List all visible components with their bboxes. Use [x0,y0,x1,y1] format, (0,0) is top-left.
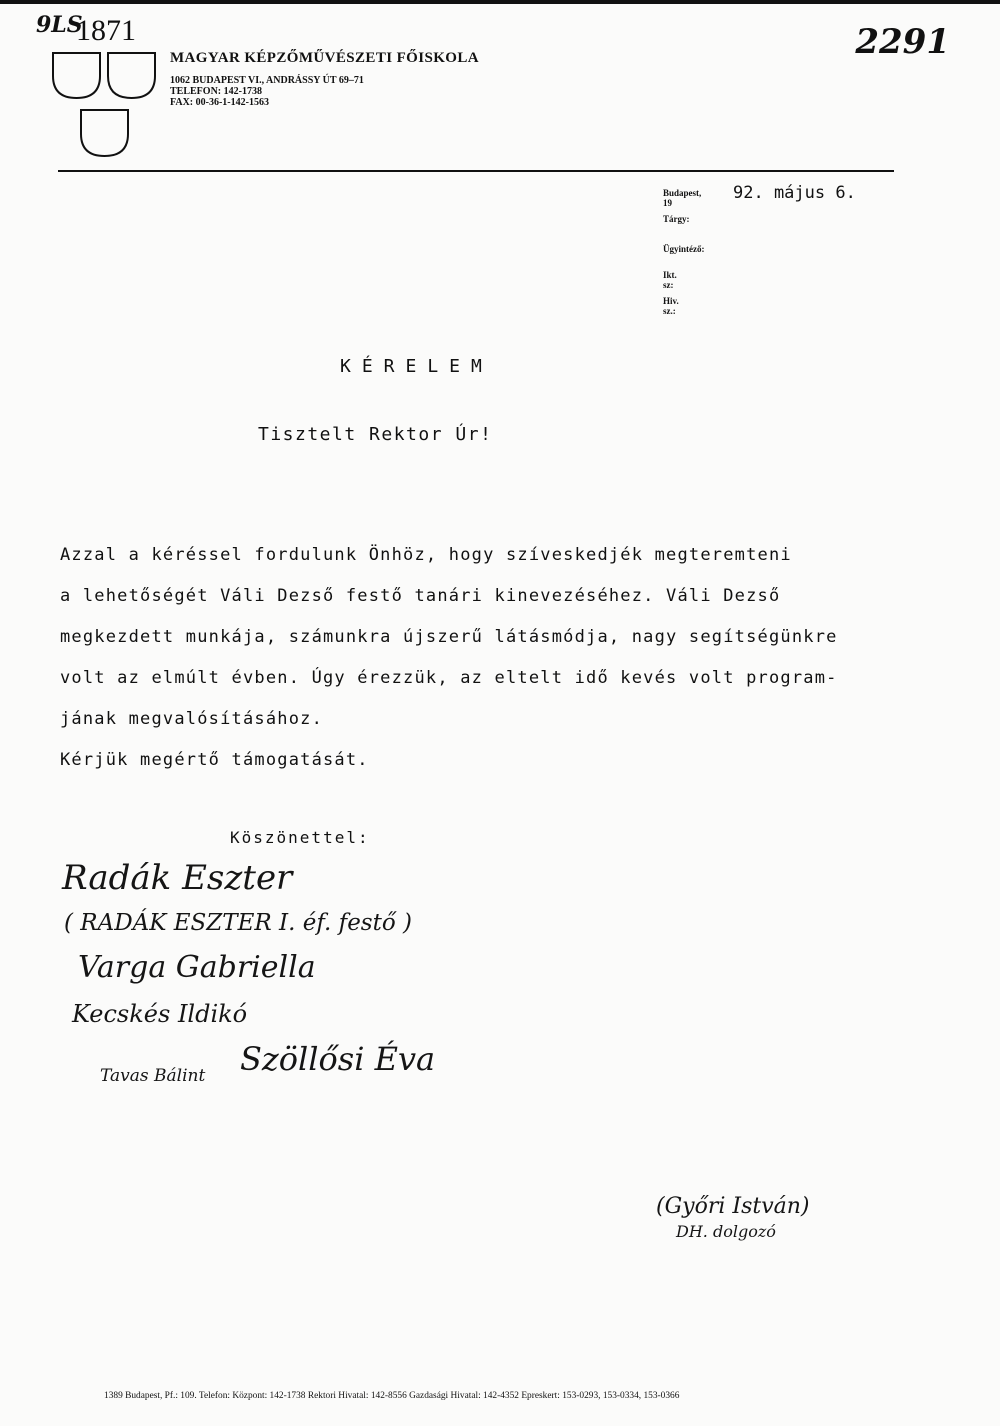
signature-kecskes: Kecskés Ildikó [72,1000,248,1028]
footer-contact: 1389 Budapest, Pf.: 109. Telefon: Központ: 142-1738 Rektori Hivatal: 142-8556 Gazdasági Hivatal: 142-4352 Epreskert: 153-0293, 153-0334, 153-0366 [104,1391,680,1401]
signature-gyori: (Győri István) [656,1194,810,1219]
salutation: Tisztelt Rektor Úr! [258,424,493,445]
institution-fax: FAX: 00-36-1-142-1563 [170,97,269,108]
handler-label: Ügyintéző: [663,244,705,254]
institution-phone: TELEFON: 142-1738 [170,86,262,97]
signature-varga: Varga Gabriella [78,950,316,985]
signature-radak-printed: ( RADÁK ESZTER I. éf. festő ) [64,910,412,936]
reference-number-label: Hiv. sz.: [663,296,679,316]
filing-number-label: Ikt. sz: [663,270,677,290]
body-line: jának megvalósításához. [60,709,324,729]
institution-address: 1062 BUDAPEST VI., ANDRÁSSY ÚT 69–71 [170,75,364,86]
letterhead-divider [58,170,894,172]
institution-block [170,50,479,108]
institution-name: MAGYAR KÉPZŐMŰVÉSZETI FŐISKOLA [170,50,479,66]
scan-top-edge [0,0,1000,4]
letter-body [60,535,940,781]
signature-radak: Radák Eszter [62,858,293,898]
closing: Köszönettel: [230,828,370,847]
signature-tavas: Tavas Bálint [100,1066,206,1086]
body-line: Azzal a kéréssel fordulunk Önhöz, hogy szíveskedjék megteremteni [60,545,792,565]
letter-date: 92. május 6. [733,183,856,203]
body-line: Kérjük megértő támogatását. [60,750,369,770]
place-label: Budapest, 19 [663,188,702,208]
shields-logo-icon [50,50,160,170]
body-line: megkezdett munkája, számunkra újszerű látásmódja, nagy segítségünkre [60,627,838,647]
body-line: a lehetőségét Váli Dezső festő tanári kinevezéséhez. Váli Dezső [60,586,781,606]
founding-year: 1871 [76,14,136,47]
signature-szollosi: Szöllősi Éva [240,1040,436,1078]
body-line: volt az elmúlt évben. Úgy érezzük, az eltelt idő kevés volt program- [60,668,838,688]
letter-heading: KÉRELEM [340,356,493,377]
document-number: 2291 [855,22,950,62]
signature-gyori-note: DH. dolgozó [676,1222,776,1241]
archive-mark: 9LS [36,12,83,38]
subject-label: Tárgy: [663,214,690,224]
